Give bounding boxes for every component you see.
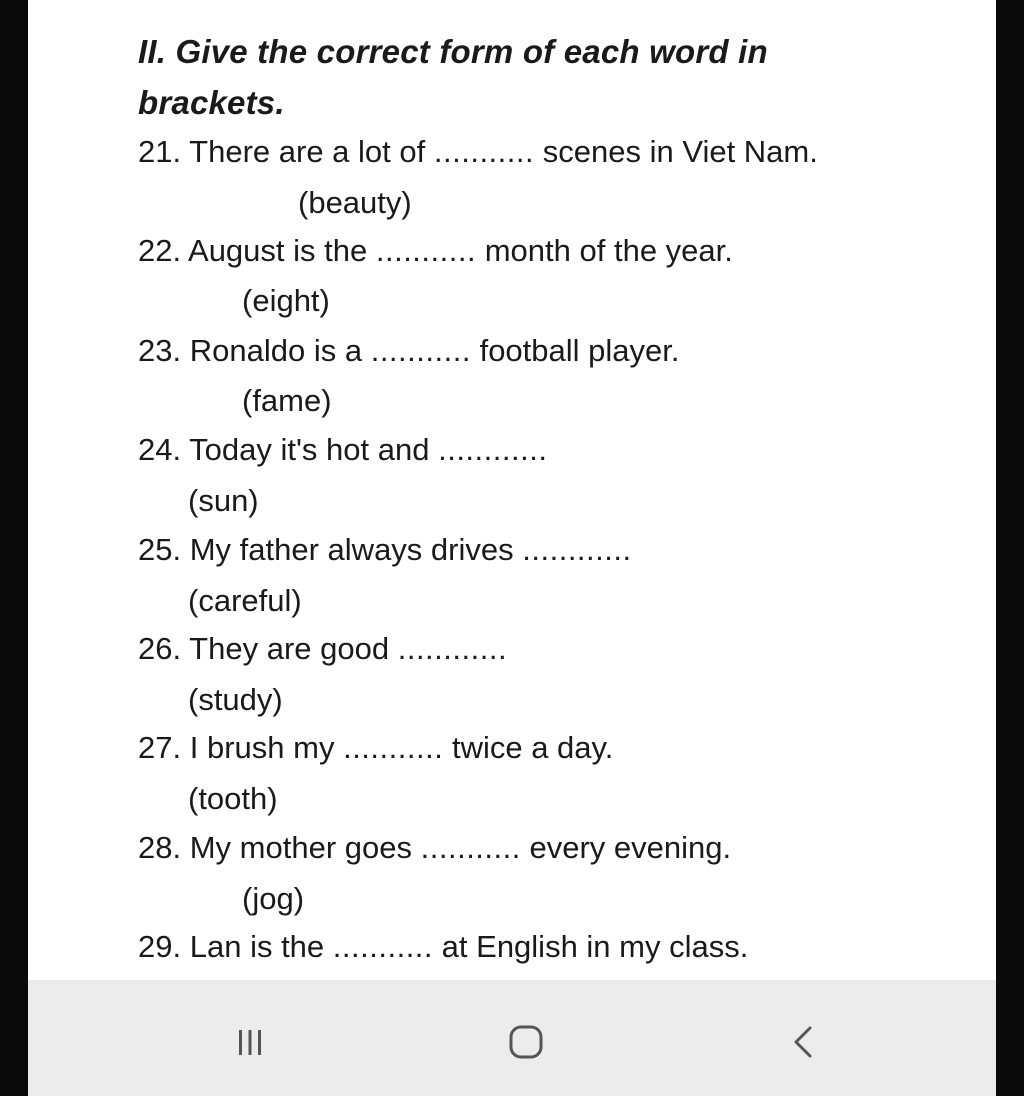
question-text-before: August is the (188, 233, 368, 268)
back-icon (784, 1022, 824, 1062)
hint-26: (study) (188, 682, 283, 717)
back-button[interactable] (764, 1012, 844, 1072)
answer-blank[interactable]: ........... (332, 929, 434, 964)
question-text-before: My mother goes (189, 830, 412, 865)
question-text-before: Today it's hot and (189, 432, 430, 467)
question-25 (138, 530, 631, 570)
question-text-before: Ronaldo is a (189, 333, 363, 368)
worksheet-page (28, 0, 996, 980)
question-text-after: . (622, 532, 632, 567)
question-29 (138, 927, 748, 967)
answer-blank[interactable]: ........... (397, 631, 498, 666)
question-22 (138, 231, 733, 271)
answer-blank[interactable]: ........... (370, 333, 471, 368)
question-text-after: every evening. (529, 830, 732, 865)
answer-blank[interactable]: ........... (343, 730, 444, 765)
question-23 (138, 331, 680, 371)
question-number: 21. (138, 134, 182, 169)
question-text-after: . (497, 631, 507, 666)
hint-21: (beauty) (298, 185, 412, 220)
question-number: 27. (138, 730, 182, 765)
question-28 (138, 828, 731, 868)
question-text-after: at English in my class. (441, 929, 749, 964)
hint-24: (sun) (188, 483, 259, 518)
question-text-before: Lan is the (189, 929, 325, 964)
answer-blank[interactable]: ........... (438, 432, 539, 467)
home-button[interactable] (486, 1012, 566, 1072)
question-26 (138, 629, 507, 669)
hint-28: (jog) (242, 881, 305, 916)
question-number: 29. (138, 929, 182, 964)
recent-apps-icon (230, 1022, 270, 1062)
hint-22: (eight) (242, 283, 330, 318)
hint-23: (fame) (242, 383, 332, 418)
answer-blank[interactable]: ........... (522, 532, 623, 567)
answer-blank[interactable]: ........... (375, 233, 477, 268)
hint-25: (careful) (188, 583, 302, 618)
answer-blank[interactable]: ........... (433, 134, 535, 169)
question-text-after: football player. (479, 333, 680, 368)
question-text-before: There are a lot of (189, 134, 426, 169)
question-text-before: I brush my (189, 730, 335, 765)
android-navigation-bar (28, 980, 996, 1096)
question-21 (138, 132, 818, 172)
answer-blank[interactable]: ........... (420, 830, 521, 865)
question-number: 24. (138, 432, 182, 467)
question-text-after: . (538, 432, 547, 467)
question-number: 28. (138, 830, 182, 865)
question-27 (138, 728, 613, 768)
question-text-after: month of the year. (484, 233, 733, 268)
question-number: 23. (138, 333, 182, 368)
question-24 (138, 430, 547, 470)
question-text-before: My father always drives (189, 532, 514, 567)
question-number: 25. (138, 532, 182, 567)
question-text-after: scenes in Viet Nam. (542, 134, 818, 169)
question-text-after: twice a day. (451, 730, 614, 765)
question-number: 26. (138, 631, 182, 666)
home-icon (504, 1020, 548, 1064)
exercise-heading: II. Give the correct form of each word in brackets. (138, 33, 768, 121)
question-number: 22. (138, 233, 182, 268)
question-text-before: They are good (189, 631, 390, 666)
hint-27: (tooth) (188, 781, 278, 816)
recent-apps-button[interactable] (210, 1012, 290, 1072)
